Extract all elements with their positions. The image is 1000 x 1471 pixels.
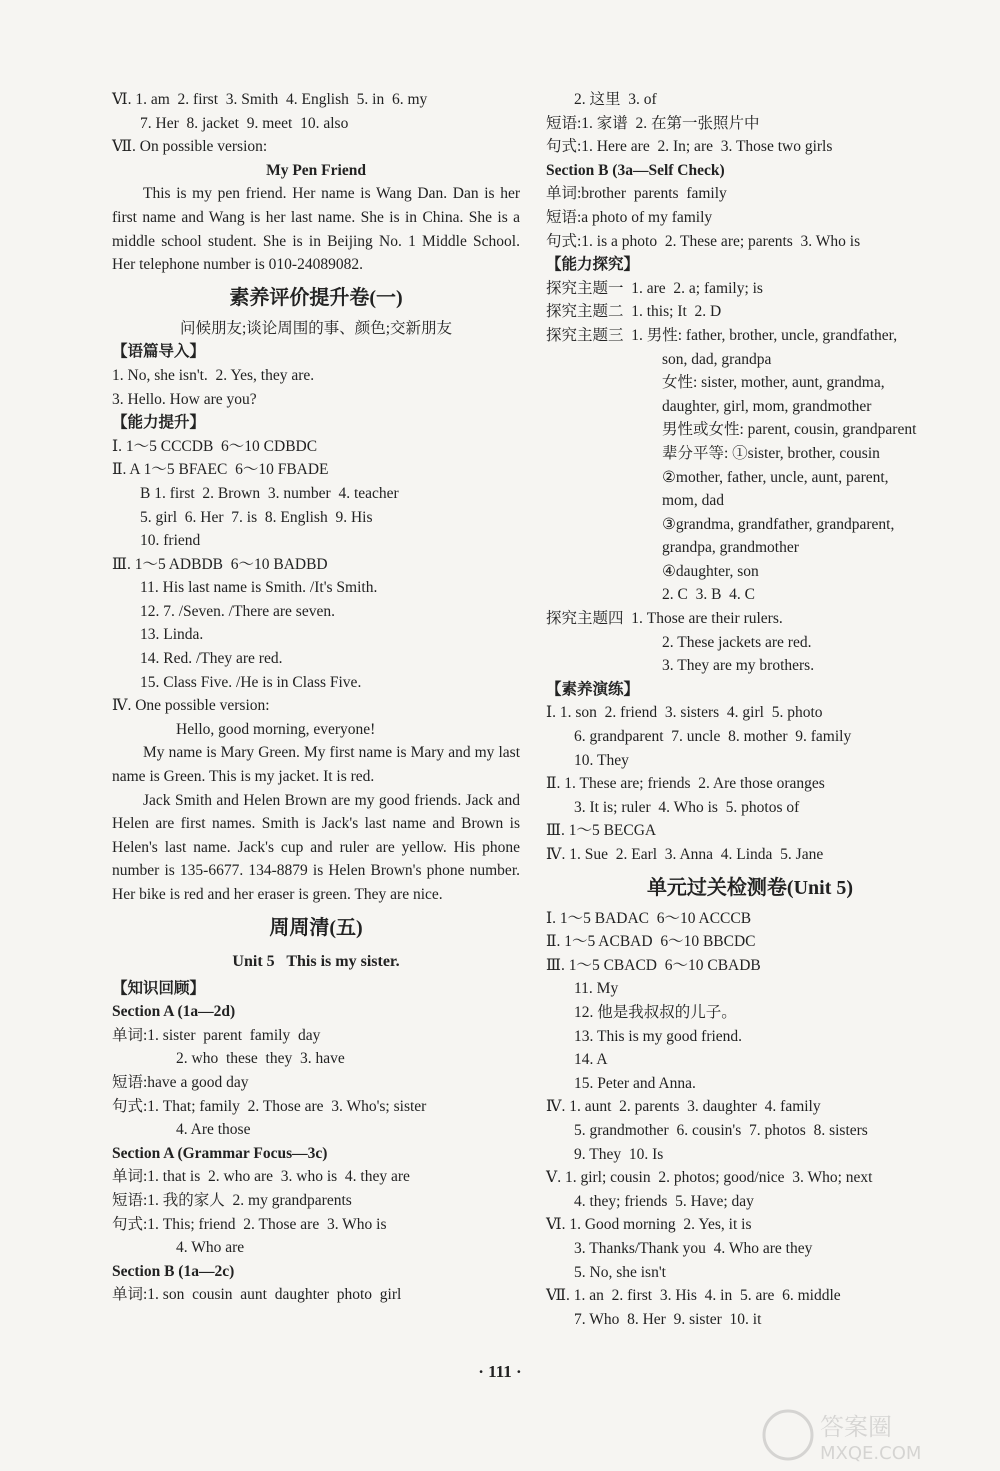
answer-line: Jack Smith and Helen Brown are my good friends. Jack and Helen are first names. Smith is Jack's last name and Brown is Helen's last name. Jack's cup and ruler are yellow. His phone number is 135-6677. 134-8879 is Helen Brown's phone number. Her bike is red and her eraser is green. They are nice. — [112, 791, 520, 903]
answer-line: 10. friend — [140, 532, 201, 550]
answer-line: Ⅶ. 1. an 2. first 3. His 4. in 5. are 6. middle — [546, 1287, 841, 1305]
answer-line: Section B (1a—2c) — [112, 1262, 235, 1280]
answer-line: 探究主题四 1. Those are their rulers. — [546, 610, 783, 628]
answer-line: 短语:1. 我的家人 2. my grandparents — [112, 1191, 352, 1209]
answer-line: Ⅰ. 1～5 CCCDB 6～10 CDBDC — [112, 437, 318, 455]
answer-line: 5. girl 6. Her 7. is 8. English 9. His — [140, 508, 373, 526]
answer-line: 14. A — [574, 1051, 608, 1069]
answer-line: 13. This is my good friend. — [574, 1027, 743, 1045]
watermark-logo — [760, 1405, 970, 1465]
answer-line: Section A (1a—2d) — [112, 1003, 236, 1021]
answer-line: Section B (3a—Self Check) — [546, 161, 725, 179]
answer-line: 探究主题三 1. 男性: father, brother, uncle, grandfather, — [546, 326, 898, 344]
answer-line: ④daughter, son — [662, 562, 759, 580]
answer-line: 辈分平等: ①sister, brother, cousin — [662, 444, 880, 462]
answer-line: Ⅳ. 1. aunt 2. parents 3. daughter 4. family — [546, 1098, 821, 1116]
answer-line: Ⅴ. 1. girl; cousin 2. photos; good/nice 3. Who; next — [546, 1169, 873, 1187]
answer-line: 2. C 3. B 4. C — [662, 586, 756, 604]
svg-text:答案圈: 答案圈 — [820, 1413, 892, 1441]
answer-line: 2. 这里 3. of — [574, 91, 657, 108]
answer-line: 9. They 10. Is — [574, 1145, 664, 1163]
answer-line: 句式:1. That; family 2. Those are 3. Who's; sister — [112, 1097, 427, 1115]
answer-line: 4. they; friends 5. Have; day — [574, 1192, 754, 1210]
svg-text:MXQE.COM: MXQE.COM — [820, 1443, 922, 1464]
answer-line: mom, dad — [662, 492, 724, 510]
answer-line: Ⅵ. 1. am 2. first 3. Smith 4. English 5. in 6. my — [112, 91, 428, 108]
answer-line: 句式:1. Here are 2. In; are 3. Those two girls — [546, 138, 833, 156]
answer-line: ③grandma, grandfather, grandparent, — [662, 515, 895, 533]
answer-line: 问候朋友;谈论周围的事、颜色;交新朋友 — [179, 319, 453, 337]
answer-line: Ⅰ. 1～5 BADAC 6～10 ACCCB — [546, 909, 752, 927]
answer-line: This is my pen friend. Her name is Wang Dan. Dan is her first name and Wang is her last name. She is in China. She is a middle school student. She is in Beijing No. 1 Middle School. Her telephone number is 010-24089082. — [112, 185, 520, 274]
answer-line: 【知识回顾】 — [112, 979, 206, 997]
answer-line: 4. Are those — [176, 1121, 251, 1139]
answer-line: daughter, girl, mom, grandmother — [662, 397, 872, 415]
answer-line: 3. They are my brothers. — [662, 657, 815, 675]
answer-line: ②mother, father, uncle, aunt, parent, — [662, 468, 889, 486]
answer-line: Ⅱ. 1～5 ACBAD 6～10 BBCDC — [546, 933, 756, 951]
answer-line: 6. grandparent 7. uncle 8. mother 9. family — [574, 728, 852, 746]
answer-line: My Pen Friend — [266, 161, 366, 179]
answer-line: 周周清(五) — [269, 916, 363, 939]
answer-line: Unit 5 This is my sister. — [232, 952, 400, 970]
answer-line: 3. Thanks/Thank you 4. Who are they — [574, 1239, 813, 1257]
answer-line: 【素养演练】 — [546, 680, 640, 698]
answer-line: Ⅲ. 1～5 CBACD 6～10 CBADB — [546, 956, 761, 974]
answer-line: 2. who these they 3. have — [176, 1050, 345, 1068]
answer-line: 单词:1. sister parent family day — [112, 1026, 321, 1044]
answer-line: Ⅲ. 1～5 BECGA — [546, 822, 657, 840]
answer-line: 女性: sister, mother, aunt, grandma, — [662, 374, 885, 392]
answer-line: 短语:a photo of my family — [546, 208, 713, 226]
answer-line: Ⅶ. On possible version: — [112, 138, 268, 156]
answer-line: 11. My — [574, 980, 619, 998]
answer-line: 15. Peter and Anna. — [574, 1074, 696, 1092]
answer-line: 单词:brother parents family — [546, 185, 727, 203]
answer-line: 单元过关检测卷(Unit 5) — [646, 876, 854, 899]
answer-line: grandpa, grandmother — [662, 539, 799, 557]
answer-line: B 1. first 2. Brown 3. number 4. teacher — [140, 484, 399, 502]
answer-line: 3. It is; ruler 4. Who is 5. photos of — [574, 798, 800, 816]
answer-line: Ⅰ. 1. son 2. friend 3. sisters 4. girl 5. photo — [546, 704, 823, 722]
answer-line: Ⅳ. One possible version: — [112, 697, 270, 715]
answer-line: 3. Hello. How are you? — [112, 390, 257, 408]
answer-line: 14. Red. /They are red. — [140, 650, 283, 668]
answer-line: son, dad, grandpa — [662, 350, 772, 368]
answer-line: 单词:1. son cousin aunt daughter photo girl — [112, 1286, 402, 1304]
answer-line: Ⅵ. 1. Good morning 2. Yes, it is — [546, 1216, 752, 1234]
page-number: · 111 · — [478, 1362, 522, 1381]
answer-line: 【能力提升】 — [112, 414, 206, 432]
answer-line: 【能力探究】 — [546, 256, 640, 274]
answer-line: 13. Linda. — [140, 626, 204, 644]
answer-line: 12. 他是我叔叔的儿子。 — [574, 1003, 737, 1021]
answer-line: My name is Mary Green. My first name is Mary and my last name is Green. This is my jacket. It is red. — [112, 744, 520, 786]
answer-line: 单词:1. that is 2. who are 3. who is 4. they are — [112, 1168, 410, 1186]
answer-line: 素养评价提升卷(一) — [229, 286, 403, 309]
answer-line: 短语:have a good day — [112, 1073, 249, 1091]
answer-line: 5. No, she isn't — [574, 1263, 666, 1281]
answer-line: 探究主题二 1. this; It 2. D — [546, 303, 722, 321]
answer-line: 句式:1. This; friend 2. Those are 3. Who is — [112, 1215, 387, 1233]
answer-line: 7. Her 8. jacket 9. meet 10. also — [140, 114, 349, 132]
answer-line: Ⅲ. 1～5 ADBDB 6～10 BADBD — [112, 555, 328, 573]
answer-line: 15. Class Five. /He is in Class Five. — [140, 673, 362, 691]
answer-line: 11. His last name is Smith. /It's Smith. — [140, 579, 378, 597]
answer-line: 4. Who are — [176, 1239, 245, 1257]
answer-line: 1. No, she isn't. 2. Yes, they are. — [112, 366, 315, 384]
right-column — [546, 88, 954, 1331]
answer-line: 短语:1. 家谱 2. 在第一张照片中 — [546, 114, 760, 132]
answer-line: Ⅳ. 1. Sue 2. Earl 3. Anna 4. Linda 5. Jane — [546, 846, 824, 863]
answer-line: 男性或女性: parent, cousin, grandparent — [662, 421, 917, 439]
answer-line: 【语篇导入】 — [112, 343, 206, 361]
answer-line: Ⅱ. A 1～5 BFAEC 6～10 FBADE — [112, 461, 329, 479]
left-column — [112, 88, 520, 1307]
answer-line: Ⅱ. 1. These are; friends 2. Are those oranges — [546, 775, 825, 793]
answer-line: Section A (Grammar Focus—3c) — [112, 1144, 328, 1162]
answer-line: 探究主题一 1. are 2. a; family; is — [546, 279, 763, 297]
answer-line: 7. Who 8. Her 9. sister 10. it — [574, 1310, 762, 1328]
answer-line: 2. These jackets are red. — [662, 633, 812, 651]
answer-line: 句式:1. is a photo 2. These are; parents 3. Who is — [546, 232, 861, 250]
answer-line: 12. 7. /Seven. /There are seven. — [140, 602, 335, 620]
answer-line: Hello, good morning, everyone! — [176, 720, 376, 738]
answer-line: 5. grandmother 6. cousin's 7. photos 8. sisters — [574, 1121, 868, 1139]
answer-line: 10. They — [574, 751, 629, 769]
